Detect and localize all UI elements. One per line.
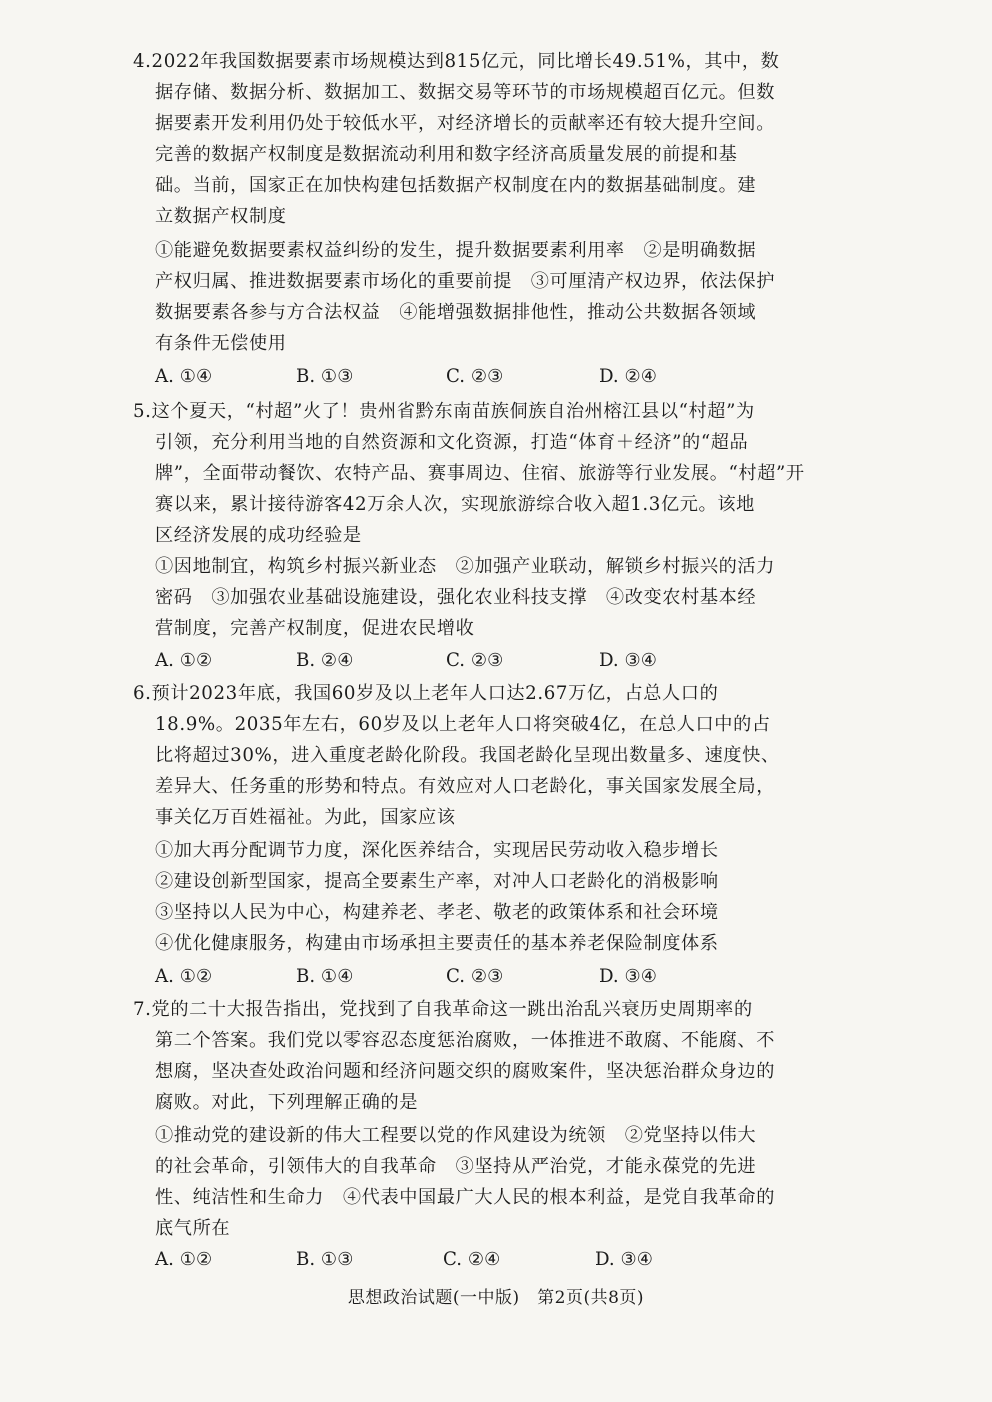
question-5-line-4: 赛以来，累计接待游客42万余人次，实现旅游综合收入超1.3亿元。该地 bbox=[155, 494, 755, 515]
question-5-line-7: 密码 ③加强农业基础设施建设，强化农业科技支撑 ④改变农村基本经 bbox=[155, 587, 757, 608]
question-4-option-c: C. ②③ bbox=[446, 366, 504, 387]
question-6-line-7: ②建设创新型国家，提高全要素生产率，对冲人口老龄化的消极影响 bbox=[155, 871, 719, 892]
question-6-line-8: ③坚持以人民为中心，构建养老、孝老、敬老的政策体系和社会环境 bbox=[155, 902, 719, 923]
question-7-line-1: 7.党的二十大报告指出，党找到了自我革命这一跳出治乱兴衰历史周期率的 bbox=[133, 999, 753, 1020]
question-7-line-7: 性、纯洁性和生命力 ④代表中国最广大人民的根本利益，是党自我革命的 bbox=[155, 1187, 775, 1208]
question-4-option-a: A. ①④ bbox=[155, 366, 213, 387]
question-6-line-3: 比将超过30%，进入重度老龄化阶段。我国老龄化呈现出数量多、速度快、 bbox=[155, 745, 780, 766]
question-5-line-3: 牌”，全面带动餐饮、农特产品、赛事周边、住宿、旅游等行业发展。“村超”开 bbox=[155, 463, 805, 484]
question-5-line-1: 5.这个夏天，“村超”火了！贵州省黔东南苗族侗族自治州榕江县以“村超”为 bbox=[133, 401, 755, 422]
question-6-option-a: A. ①② bbox=[155, 966, 213, 987]
question-5-option-d: D. ③④ bbox=[599, 650, 658, 671]
question-4-option-d: D. ②④ bbox=[599, 366, 658, 387]
question-6-line-9: ④优化健康服务，构建由市场承担主要责任的基本养老保险制度体系 bbox=[155, 933, 719, 954]
question-6-line-5: 事关亿万百姓福祉。为此，国家应该 bbox=[155, 807, 456, 828]
question-5-option-b: B. ②④ bbox=[296, 650, 354, 671]
question-6-line-2: 18.9%。2035年左右，60岁及以上老年人口将突破4亿，在总人口中的占 bbox=[155, 714, 771, 735]
question-6-option-d: D. ③④ bbox=[599, 966, 658, 987]
question-5-line-5: 区经济发展的成功经验是 bbox=[155, 525, 362, 546]
question-7-option-d: D. ③④ bbox=[595, 1249, 654, 1270]
question-6-line-4: 差异大、任务重的形势和特点。有效应对人口老龄化，事关国家发展全局， bbox=[155, 776, 775, 797]
question-5-line-6: ①因地制宜，构筑乡村振兴新业态 ②加强产业联动，解锁乡村振兴的活力 bbox=[155, 556, 775, 577]
question-4-line-8: 产权归属、推进数据要素市场化的重要前提 ③可厘清产权边界，依法保护 bbox=[155, 271, 775, 292]
question-5-option-a: A. ①② bbox=[155, 650, 213, 671]
question-7-option-b: B. ①③ bbox=[296, 1249, 354, 1270]
question-4-line-3: 据要素开发利用仍处于较低水平，对经济增长的贡献率还有较大提升空间。 bbox=[155, 113, 775, 134]
question-4-line-2: 据存储、数据分析、数据加工、数据交易等环节的市场规模超百亿元。但数 bbox=[155, 82, 775, 103]
question-5-line-2: 引领，充分利用当地的自然资源和文化资源，打造“体育＋经济”的“超品 bbox=[155, 432, 749, 453]
question-7-option-c: C. ②④ bbox=[443, 1249, 501, 1270]
question-6-option-b: B. ①④ bbox=[296, 966, 354, 987]
question-6-line-1: 6.预计2023年底，我国60岁及以上老年人口达2.67万亿，占总人口的 bbox=[133, 683, 719, 704]
question-6-option-c: C. ②③ bbox=[446, 966, 504, 987]
question-4-line-4: 完善的数据产权制度是数据流动利用和数字经济高质量发展的前提和基 bbox=[155, 144, 738, 165]
question-4-line-6: 立数据产权制度 bbox=[155, 206, 287, 227]
question-7-line-3: 想腐，坚决查处政治问题和经济问题交织的腐败案件，坚决惩治群众身边的 bbox=[155, 1061, 775, 1082]
question-4-line-9: 数据要素各参与方合法权益 ④能增强数据排他性，推动公共数据各领域 bbox=[155, 302, 757, 323]
page-footer: 思想政治试题(一中版) 第2页(共8页) bbox=[347, 1288, 645, 1308]
question-4-line-7: ①能避免数据要素权益纠纷的发生，提升数据要素利用率 ②是明确数据 bbox=[155, 240, 757, 261]
question-7-line-6: 的社会革命，引领伟大的自我革命 ③坚持从严治党，才能永葆党的先进 bbox=[155, 1156, 757, 1177]
question-7-line-5: ①推动党的建设新的伟大工程要以党的作风建设为统领 ②党坚持以伟大 bbox=[155, 1125, 757, 1146]
question-5-line-8: 营制度，完善产权制度，促进农民增收 bbox=[155, 618, 475, 639]
question-7-line-2: 第二个答案。我们党以零容忍态度惩治腐败，一体推进不敢腐、不能腐、不 bbox=[155, 1030, 775, 1051]
question-4-line-5: 础。当前，国家正在加快构建包括数据产权制度在内的数据基础制度。建 bbox=[155, 175, 757, 196]
question-7-line-8: 底气所在 bbox=[155, 1218, 231, 1239]
question-5-option-c: C. ②③ bbox=[446, 650, 504, 671]
question-7-line-4: 腐败。对此，下列理解正确的是 bbox=[155, 1092, 419, 1113]
question-6-line-6: ①加大再分配调节力度，深化医养结合，实现居民劳动收入稳步增长 bbox=[155, 840, 719, 861]
question-4-line-1: 4.2022年我国数据要素市场规模达到815亿元，同比增长49.51%，其中，数 bbox=[133, 51, 780, 72]
question-4-line-10: 有条件无偿使用 bbox=[155, 333, 287, 354]
question-7-option-a: A. ①② bbox=[155, 1249, 213, 1270]
question-4-option-b: B. ①③ bbox=[296, 366, 354, 387]
